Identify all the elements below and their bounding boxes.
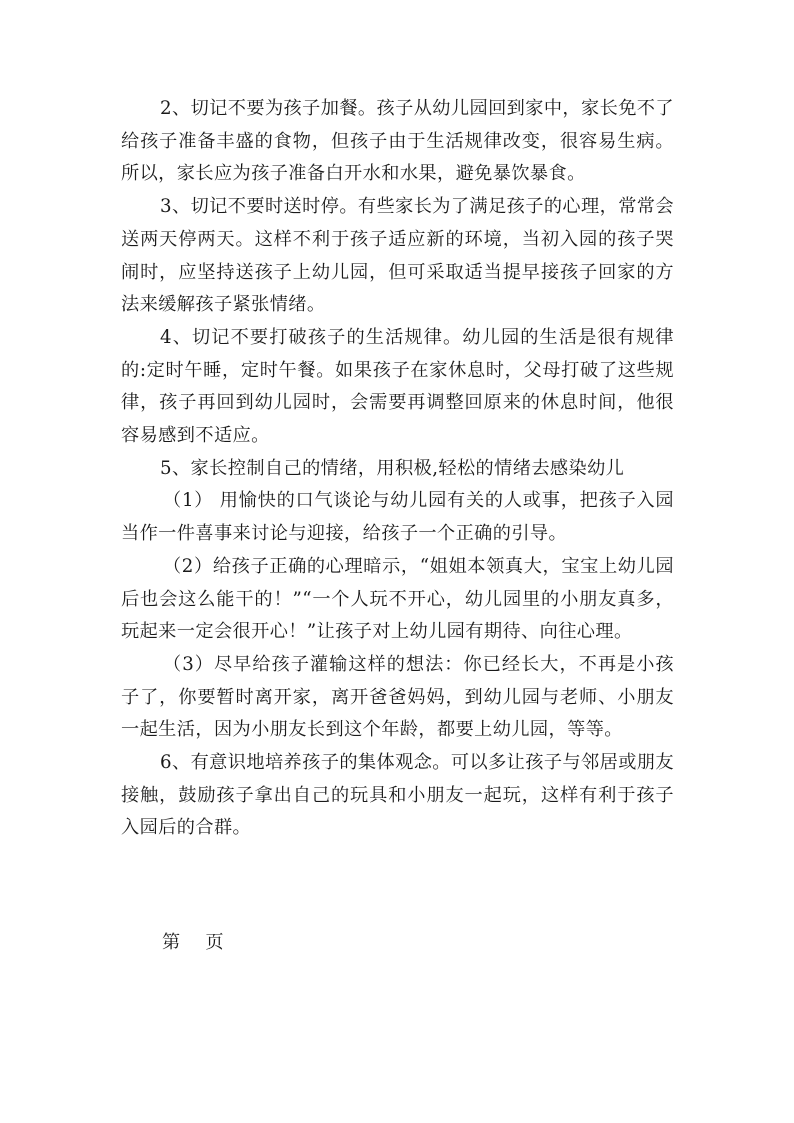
- paragraph-tip-5-heading: 5、家长控制自己的情绪，用积极,轻松的情绪去感染幼儿: [160, 457, 625, 479]
- page-number-footer: 第 页: [162, 932, 224, 953]
- paragraph-tip-6: 6、有意识地培养孩子的集体观念。可以多让孩子与邻居或朋友接触，鼓励孩子拿出自己的玩具和小朋友一起玩，这样有利于孩子入园后的合群。: [121, 752, 674, 839]
- paragraph-tip-5-item-3: （3）尽早给孩子灌输这样的想法：你已经长大，不再是小孩子了，你要暂时离开家，离开爸爸妈妈，到幼儿园与老师、小朋友一起生活，因为小朋友长到这个年龄，都要上幼儿园，等等。: [121, 653, 674, 741]
- paragraph-tip-2: 2、切记不要为孩子加餐。孩子从幼儿园回到家中，家长免不了给孩子准备丰盛的食物，但孩子由于生活规律改变，很容易生病。所以，家长应为孩子准备白开水和水果，避免暴饮暴食。: [121, 98, 674, 185]
- paragraph-tip-3: 3、切记不要时送时停。有些家长为了满足孩子的心理，常常会送两天停两天。这样不利于孩子适应新的环境，当初入园的孩子哭闹时，应坚持送孩子上幼儿园，但可采取适当提早接孩子回家的方法来缓解孩子紧张情绪。: [121, 196, 674, 316]
- paragraph-tip-5-item-1: （1） 用愉快的口气谈论与幼儿园有关的人或事，把孩子入园当作一件喜事来讨论与迎接，给孩子一个正确的引导。: [121, 490, 674, 545]
- paragraph-tip-5-item-2: （2）给孩子正确的心理暗示，“姐姐本领真大，宝宝上幼儿园后也会这么能干的！”“一个人玩不开心，幼儿园里的小朋友真多，玩起来一定会很开心！”让孩子对上幼儿园有期待、向往心理。: [121, 555, 674, 643]
- paragraph-tip-4: 4、切记不要打破孩子的生活规律。幼儿园的生活是很有规律的:定时午睡，定时午餐。如果孩子在家休息时，父母打破了这些规律，孩子再回到幼儿园时，会需要再调整回原来的休息时间，他很容易感到不适应。: [121, 326, 674, 447]
- document-body: [121, 93, 674, 845]
